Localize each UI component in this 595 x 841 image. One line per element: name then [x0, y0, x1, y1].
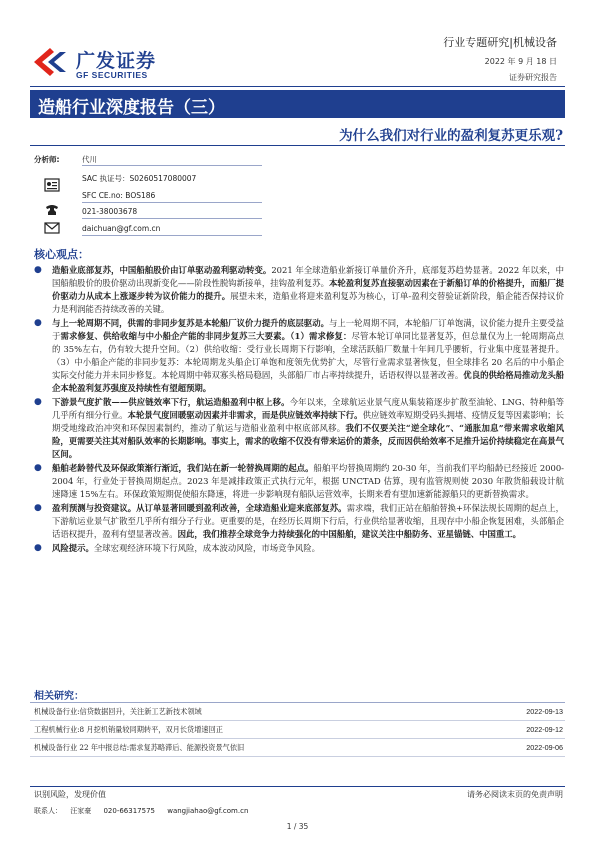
- related-divider: [30, 702, 565, 703]
- related-row-sep: [30, 738, 565, 739]
- report-subtitle: 为什么我们对行业的盈利复苏更乐观?: [339, 128, 563, 144]
- header-divider: [30, 86, 565, 87]
- footer-row: [34, 789, 563, 800]
- logo-en: GF SECURITIES: [76, 70, 148, 80]
- email-sep: [82, 235, 262, 236]
- analyst-label: 分析师:: [34, 155, 60, 164]
- related-item[interactable]: 工程机械行业:8 月挖机销量较同期转平，双月长货增速回正 2022-09-12: [34, 725, 563, 734]
- phone-sep: [82, 218, 262, 219]
- report-meta: [443, 34, 557, 83]
- footer-divider: [30, 786, 565, 787]
- analyst-sfc: SFC CE.no: BOS186: [82, 191, 156, 200]
- core-views: [34, 264, 564, 556]
- sfc-sep: [82, 202, 262, 203]
- report-title: 造船行业深度报告（三）: [38, 98, 225, 118]
- footer-disclaimer[interactable]: 请务必阅读末页的免责声明: [467, 790, 563, 799]
- core-bullet: ● 造船业底部复苏，中国船舶股价由订单驱动盈利驱动转变。2021 年全球造船业新接订单量价齐升，底部复苏趋势显著。2022 年以来，中国船舶股价的股价驱动出现新变化——阶段性脱钩新接单，挂钩盈利复苏。本轮盈利复苏直接驱动因素在于新船订单的价格提升，而船厂提价驱动力从成本上涨逐步转为议价能力的提升。展望未来，造船业将迎来盈利复苏为核心，订单-盈利交替验证新阶段，船企能否保持议价力是利润能否持续改善的关键。: [34, 265, 565, 314]
- contact-email[interactable]: wangjiahao@gf.com.cn: [167, 807, 249, 815]
- id-card-icon: [44, 178, 60, 192]
- analyst-sac: SAC 执证号：S0260517080007: [82, 174, 197, 183]
- analyst-sep: [82, 165, 262, 166]
- page-number: 1 / 35: [286, 822, 309, 831]
- bullet-icon: ●: [34, 265, 42, 275]
- bullet-icon: ●: [34, 397, 42, 407]
- contact-row: 联系人： 汪家豪 020-66317575 wangjiahao@gf.com.cn: [34, 807, 249, 815]
- report-category: 行业专题研究|机械设备: [443, 36, 557, 49]
- core-bullet: ● 盈利预测与投资建议。从订单显著回暖到盈利改善，全球造船业迎来底部复苏。需求端，我们正站在船舶替换+环保法规长周期的起点上，下游航运业景气扩散至几乎所有细分子行业。更重要的是，在经历长周期下行后，行业供给显著收缩，且现存中小船企恢复困难，头部船企话语权提升，盈利有望显著改善。因此，我们推荐全球竞争力持续强化的中国船舶，建议关注中船防务、亚星锚链、中国重工。: [34, 503, 565, 539]
- core-bullet: ● 船舶老龄替代及环保政策渐行渐近，我们站在新一轮替换周期的起点。船舶平均替换周期约 20-30 年，当前我们平均船龄已经接近 2000-2004 年，行业处于替换周期起点。2023 年是减排政策正式执行元年，根据 UNCTAD 估算，现有监管规则使 2030 年散货船载设计航速降速 15%左右。环保政策短期促使船东降速，将进一步影响现有船队运营效率，长期来看有望加速新能源船只的更新替换需求。: [34, 463, 564, 499]
- phone-icon: [44, 203, 60, 217]
- analyst-email[interactable]: daichuan@gf.com.cn: [82, 224, 161, 233]
- bullet-icon: ●: [34, 318, 42, 328]
- title-band: [30, 90, 565, 118]
- logo-mark-icon: [30, 44, 70, 80]
- bullet-icon: ●: [34, 543, 42, 553]
- analyst-name: 代川: [82, 155, 97, 164]
- footer-slogan: 识别风险，发现价值: [34, 790, 106, 799]
- related-row-sep: [30, 720, 565, 721]
- core-bullet: ● 下游景气度扩散——供应链效率下行，航运造船盈利中枢上移。今年以来，全球航运业景气度从集装箱逐步扩散至油轮、LNG、特种船等几乎所有细分行业。本轮景气度回暖驱动因素并非需求，而是供应链效率持续下行。供应链效率短期受码头拥堵、疫情反复等因素影响；长期受地缘政治冲突和环保因素制约，推动了航运与造船业盈利中枢底部风移。我们不仅要关注“逆全球化”、“通胀加息”带来需求收缩风险，更需要关注其对船队效率的长期影响。事实上，需求的收缩不仅没有带来运价的萧条，反而因供给效率不足推升运价持续稳定在高景气区间。: [34, 397, 565, 459]
- related-item[interactable]: 机械设备行业:信贷数据回升，关注新工艺新技术领域 2022-09-13: [34, 707, 563, 716]
- core-views-title: 核心观点：: [34, 248, 89, 261]
- report-date: 2022 年 9 月 18 日: [484, 57, 557, 66]
- bullet-icon: ●: [34, 503, 42, 513]
- email-icon: [44, 221, 60, 235]
- related-row-sep: [30, 756, 565, 757]
- core-bullet: ● 与上一轮周期不同，供需的非同步复苏是本轮船厂议价力提升的底层驱动。与上一轮周期不同，本轮船厂订单饱满，议价能力提升主要受益于需求修复、供给收缩与中小船企产能的非同步复苏三大要素。（1）需求修复：尽管本轮订单同比显著复苏，但总量仅为上一轮周期高点的 35%左右，仍有较大提升空间。（2）供给收缩：受行业长周期下行影响，全球活跃船厂数量十年间几乎腰斩，行业集中度显著提升。（3）中小船企产能的非同步复苏：本轮周期龙头船企订单饱和度领先优势扩大，尽管行业需求显著恢复，但全球排名 20 名后的中小船企实际交付能力并未同步修复。本轮周期中韩双寡头格局稳固，头部船厂市占率持续提升，话语权得以显著改善。优良的供给格局推动龙头船企本轮盈利复苏强度及持续性有望超预期。: [34, 318, 565, 393]
- report-dept: 证券研究报告: [509, 73, 557, 82]
- core-bullet: ● 风险提示。全球宏观经济环境下行风险，成本波动风险，市场竞争风险。: [34, 543, 320, 553]
- related-title: 相关研究：: [34, 691, 84, 702]
- bullet-icon: ●: [34, 463, 42, 473]
- gf-securities-logo: [30, 44, 180, 86]
- subtitle-divider: [30, 145, 565, 146]
- analyst-phone: 021-38003678: [82, 207, 138, 216]
- related-item[interactable]: 机械设备行业 22 年中报总结:需求复苏略滞后、能源投资景气依旧 2022-09-06: [34, 743, 563, 752]
- logo-cn: 广发证券: [76, 50, 157, 72]
